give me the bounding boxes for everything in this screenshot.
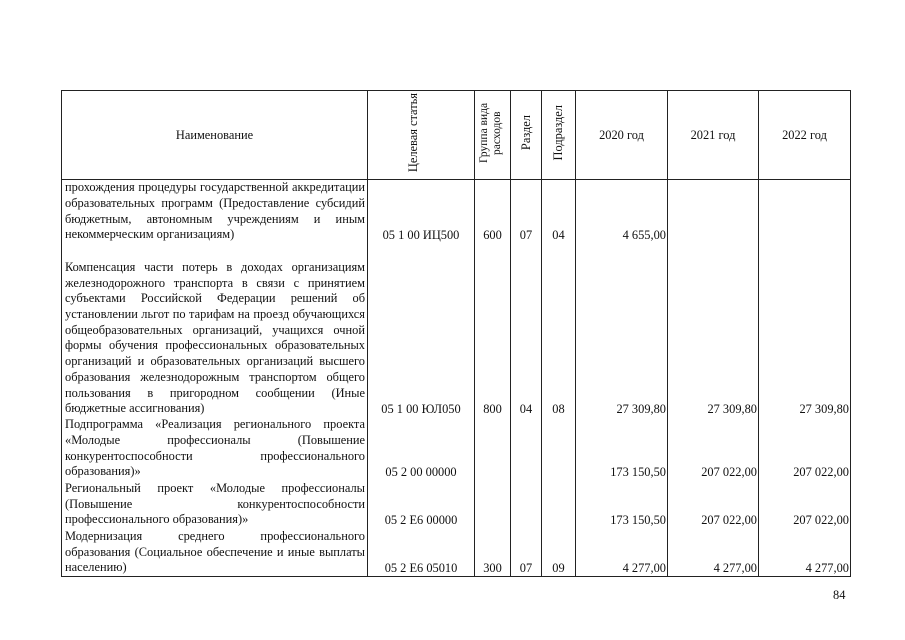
row-subsection: 09 [542,528,576,577]
row-2022: 4 277,00 [759,528,851,577]
row-2021: 4 277,00 [668,528,759,577]
header-target: Целевая статья [368,91,475,180]
table-row [62,480,851,528]
header-expense-group: Группа вида расходов [475,91,511,180]
header-row [62,91,851,180]
row-group: 300 [475,528,511,577]
row-name: прохождения процедуры государственной аккредитации образовательных программ (Предоставление субсидий бюджетным, автономным учреждениям и иным некоммерческим организациям) [62,180,368,244]
row-subsection [542,417,576,480]
header-2021: 2021 год [668,91,759,180]
row-group: 800 [475,243,511,417]
row-2020: 27 309,80 [576,243,668,417]
header-2022: 2022 год [759,91,851,180]
row-name: Модернизация среднего профессионального образования (Социальное обеспечение и иные выплаты населению) [62,528,368,577]
row-group: 600 [475,180,511,244]
row-name: Подпрограмма «Реализация регионального проекта «Молодые профессионалы (Повышение конкурентоспособности профессионального образования)» [62,417,368,480]
row-section [511,417,542,480]
row-name: Компенсация части потерь в доходах организациям железнодорожного транспорта в связи с принятием субъектами Российской Федерации решений об установлении льгот по тарифам на проезд обучающихся общеобразовательных организаций, учащихся очной формы обучения профессиональных образовательных организаций и образовательных организаций высшего образования железнодорожным транспортом общего пользования в пригородном сообщении (Иные бюджетные ассигнования) [62,243,368,417]
header-subsection: Подраздел [542,91,576,180]
row-2020: 4 277,00 [576,528,668,577]
row-subsection [542,480,576,528]
row-2021 [668,180,759,244]
table-row [62,417,851,480]
row-2022: 27 309,80 [759,243,851,417]
row-group [475,480,511,528]
row-section [511,480,542,528]
row-2022 [759,180,851,244]
row-subsection: 08 [542,243,576,417]
row-target: 05 1 00 ЮЛ050 [368,243,475,417]
row-section: 07 [511,180,542,244]
row-name: Региональный проект «Молодые профессионалы (Повышение конкурентоспособности профессионального образования)» [62,480,368,528]
row-group [475,417,511,480]
row-target: 05 2 Е6 00000 [368,480,475,528]
row-section: 07 [511,528,542,577]
row-2021: 27 309,80 [668,243,759,417]
header-name: Наименование [62,91,368,180]
row-2020: 173 150,50 [576,417,668,480]
row-2021: 207 022,00 [668,480,759,528]
table-row [62,180,851,244]
row-2022: 207 022,00 [759,417,851,480]
row-target: 05 2 Е6 05010 [368,528,475,577]
table-row [62,528,851,577]
row-target: 05 1 00 ИЦ500 [368,180,475,244]
row-section: 04 [511,243,542,417]
table-row [62,243,851,417]
budget-table [61,90,851,577]
row-2022: 207 022,00 [759,480,851,528]
row-subsection: 04 [542,180,576,244]
row-2020: 4 655,00 [576,180,668,244]
row-2020: 173 150,50 [576,480,668,528]
row-2021: 207 022,00 [668,417,759,480]
header-section: Раздел [511,91,542,180]
row-target: 05 2 00 00000 [368,417,475,480]
page-number: 84 [833,588,846,602]
header-2020: 2020 год [576,91,668,180]
